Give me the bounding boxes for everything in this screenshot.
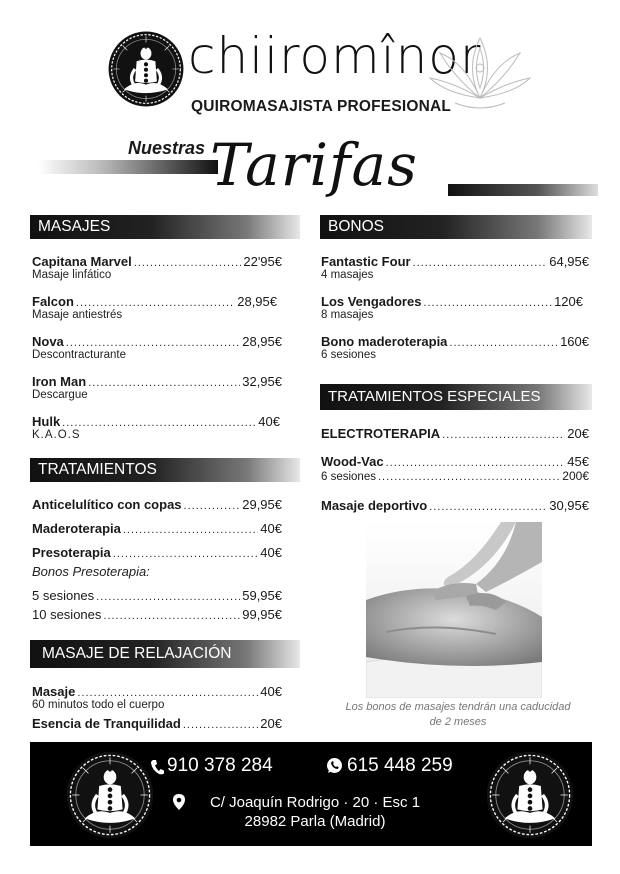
phone-icon <box>150 759 164 775</box>
item-description: Masaje antiestrés <box>32 309 123 321</box>
address-line-2: 28982 Parla (Madrid) <box>244 813 386 830</box>
item-description: 4 masajes <box>321 269 374 281</box>
heading-nuestras: Nuestras <box>128 138 206 158</box>
decorative-bar-right <box>448 184 598 196</box>
price-row: Falcon ..... 28,95€ <box>32 294 277 311</box>
price-row: Bono maderoterapia ..... 160€ <box>321 334 589 351</box>
meditation-medallion-icon <box>65 750 155 840</box>
whatsapp-icon <box>326 757 343 774</box>
price-row: 5 sesiones ..... 59,95€ <box>32 588 282 605</box>
phone-number[interactable]: 910 378 284 <box>167 755 273 776</box>
price-row: Hulk ..... 40€ <box>32 414 280 431</box>
price-row: Iron Man ..... 32,95€ <box>32 374 282 391</box>
price-row: Anticelulítico con copas ..... 29,95€ <box>32 497 282 514</box>
item-description: 6 sesiones <box>321 349 376 361</box>
massage-photo <box>366 522 542 698</box>
heading-tarifas: Tarifas <box>210 131 418 199</box>
section-tratamientos-header: TRATAMIENTOS <box>30 458 300 482</box>
price-row: Capitana Marvel ..... 22'95€ <box>32 254 282 271</box>
price-row: ELECTROTERAPIA ..... 20€ <box>321 426 589 443</box>
price-row: Maderoterapia ..... 40€ <box>32 521 282 538</box>
address-line-1: C/ Joaquín Rodrigo · 20 · Esc 1 <box>209 794 421 811</box>
section-masajes-header: MASAJES <box>30 215 300 239</box>
price-row: Esencia de Tranquilidad ..... 20€ <box>32 716 282 733</box>
item-description: Masaje linfático <box>32 269 112 281</box>
price-row: Presoterapia ..... 40€ <box>32 545 282 562</box>
price-row: Los Vengadores ..... 120€ <box>321 294 583 311</box>
footer-bar <box>30 742 592 846</box>
section-especiales-header: TRATAMIENTOS ESPECIALES <box>320 384 592 410</box>
bonos-expiry-note: Los bonos de masajes tendrán una caducidad de 2 meses <box>345 701 571 728</box>
lotus-icon <box>425 28 535 123</box>
section-bonos-header: BONOS <box>320 215 592 239</box>
price-row: 10 sesiones ..... 99,95€ <box>32 607 282 624</box>
brand-name: chiiromînor <box>188 27 482 85</box>
item-description: 60 minutos todo el cuerpo <box>32 699 165 711</box>
price-row: Masaje ..... 40€ <box>32 684 282 701</box>
item-description: K.A.O.S <box>32 429 81 441</box>
bonos-presoterapia-label: Bonos Presoterapia: <box>32 564 150 579</box>
item-description: Descontracturante <box>32 349 126 361</box>
brand-tagline: QUIROMASAJISTA PROFESIONAL <box>191 98 452 115</box>
price-row: Nova ..... 28,95€ <box>32 334 282 351</box>
item-description: 8 masajes <box>321 309 374 321</box>
meditation-medallion-icon <box>107 30 185 108</box>
price-row: 6 sesiones ..... 200€ <box>321 469 589 485</box>
decorative-bar-left <box>38 160 218 174</box>
price-row: Wood-Vac ..... 45€ <box>321 454 589 471</box>
whatsapp-number[interactable]: 615 448 259 <box>347 755 453 776</box>
section-relajacion-header: MASAJE DE RELAJACIÓN <box>30 640 300 668</box>
item-description: Descargue <box>32 389 88 401</box>
price-row: Masaje deportivo ..... 30,95€ <box>321 498 589 515</box>
meditation-medallion-icon <box>485 750 575 840</box>
price-row: Fantastic Four ..... 64,95€ <box>321 254 589 271</box>
